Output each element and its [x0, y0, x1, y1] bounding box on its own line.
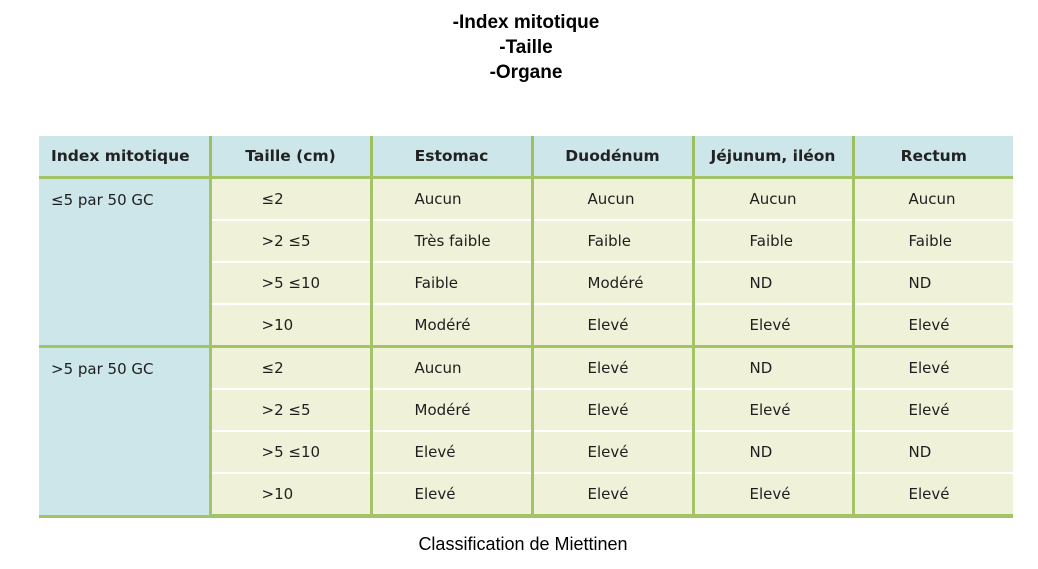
- cell-jejunum: ND: [693, 262, 853, 304]
- miettinen-table: [39, 136, 1013, 518]
- cell-duodenum: Elevé: [532, 347, 693, 390]
- cell-rectum: Elevé: [853, 347, 1013, 390]
- cell-rectum: Elevé: [853, 473, 1013, 516]
- cell-estomac: Aucun: [371, 347, 532, 390]
- cell-estomac: Elevé: [371, 473, 532, 516]
- cell-jejunum: Elevé: [693, 389, 853, 431]
- cell-estomac: Faible: [371, 262, 532, 304]
- cell-jejunum: Elevé: [693, 304, 853, 347]
- cell-taille: ≤2: [210, 178, 371, 221]
- cell-rectum: Elevé: [853, 389, 1013, 431]
- cell-rectum: ND: [853, 431, 1013, 473]
- cell-taille: >5 ≤10: [210, 262, 371, 304]
- cell-duodenum: Elevé: [532, 389, 693, 431]
- cell-jejunum: ND: [693, 431, 853, 473]
- cell-taille: >5 ≤10: [210, 431, 371, 473]
- header-index-mitotique: Index mitotique: [39, 136, 210, 178]
- cell-estomac: Elevé: [371, 431, 532, 473]
- cell-jejunum: Faible: [693, 220, 853, 262]
- cell-duodenum: Aucun: [532, 178, 693, 221]
- title-line-organe: -Organe: [489, 62, 563, 83]
- cell-jejunum: ND: [693, 347, 853, 390]
- cell-rectum: ND: [853, 262, 1013, 304]
- cell-rectum: Aucun: [853, 178, 1013, 221]
- cell-duodenum: Modéré: [532, 262, 693, 304]
- cell-jejunum: Elevé: [693, 473, 853, 516]
- cell-estomac: Aucun: [371, 178, 532, 221]
- cell-estomac: Modéré: [371, 304, 532, 347]
- cell-duodenum: Faible: [532, 220, 693, 262]
- cell-jejunum: Aucun: [693, 178, 853, 221]
- cell-taille: ≤2: [210, 347, 371, 390]
- cell-rectum: Faible: [853, 220, 1013, 262]
- title-block: [0, 10, 1038, 85]
- group-index-label: >5 par 50 GC: [39, 347, 210, 517]
- cell-taille: >10: [210, 473, 371, 516]
- cell-rectum: Elevé: [853, 304, 1013, 347]
- title-line-index: -Index mitotique: [452, 12, 600, 33]
- group-index-label: ≤5 par 50 GC: [39, 178, 210, 347]
- cell-taille: >2 ≤5: [210, 220, 371, 262]
- cell-estomac: Très faible: [371, 220, 532, 262]
- header-rectum: Rectum: [853, 136, 1013, 178]
- figure-caption: Classification de Miettinen: [418, 534, 628, 554]
- title-line-taille: -Taille: [499, 37, 553, 58]
- cell-duodenum: Elevé: [532, 304, 693, 347]
- cell-taille: >10: [210, 304, 371, 347]
- table-row: [39, 178, 1013, 221]
- header-taille: Taille (cm): [210, 136, 371, 178]
- table-row: [39, 347, 1013, 390]
- header-jejunum-ileon: Jéjunum, iléon: [693, 136, 853, 178]
- header-estomac: Estomac: [371, 136, 532, 178]
- cell-duodenum: Elevé: [532, 431, 693, 473]
- table-header-row: [39, 136, 1013, 178]
- cell-taille: >2 ≤5: [210, 389, 371, 431]
- cell-duodenum: Elevé: [532, 473, 693, 516]
- cell-estomac: Modéré: [371, 389, 532, 431]
- header-duodenum: Duodénum: [532, 136, 693, 178]
